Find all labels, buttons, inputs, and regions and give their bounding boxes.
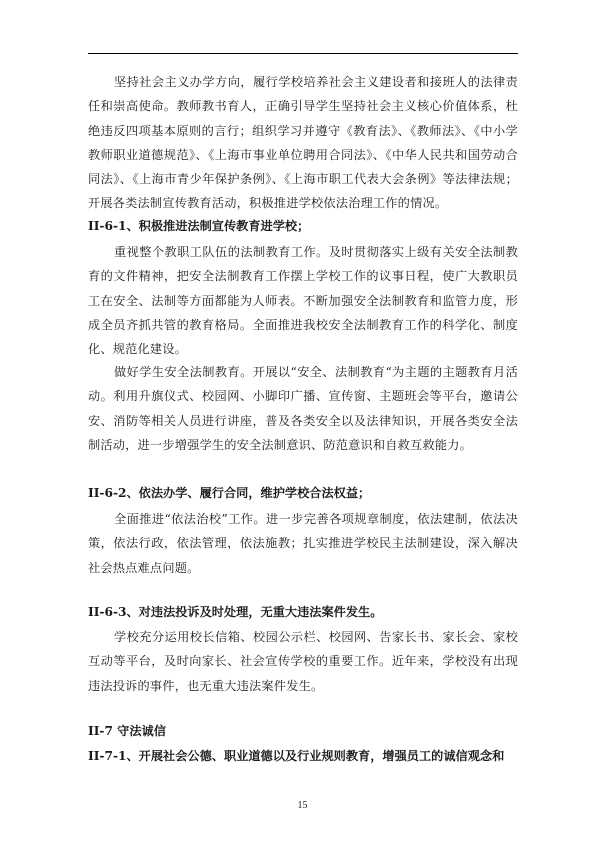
- paragraph-6-1-staff: 重视整个教职工队伍的法制教育工作。及时贯彻落实上级有关安全法制教育的文件精神，把安全法制教育工作摆上学校工作的议事日程，使广大教职员工在安全、法制等方面都能为人师表。不断加强安全法制教育和监管力度，形成全员齐抓共管的教育格局。全面推进我校安全法制教育工作的科学化、制度化、规范化建设。: [88, 245, 518, 357]
- section-heading-6-1: II-6-1、积极推进法制宣传教育进学校；: [88, 219, 310, 233]
- header-rule: [88, 53, 518, 54]
- section-heading-7-1: II-7-1、开展社会公德、职业道德以及行业规则教育，增强员工的诚信观念和: [88, 749, 505, 763]
- paragraph-6-2: 全面推进“依法治校”工作。进一步完善各项规章制度，依法建制，依法决策，依法行政，依法管理，依法施教；扎实推进学校民主法制建设，深入解决社会热点难点问题。: [88, 512, 518, 575]
- section-heading-6-3: II-6-3、对违法投诉及时处理，无重大违法案件发生。: [88, 605, 383, 619]
- section-heading-6-2: II-6-2、依法办学、履行合同，维护学校合法权益；: [88, 486, 371, 500]
- section-heading-7: II-7 守法诚信: [88, 724, 166, 738]
- intro-paragraph: 坚持社会主义办学方向，履行学校培养社会主义建设者和接班人的法律责任和崇高使命。教师教书育人，正确引导学生坚持社会主义核心价值体系，杜绝违反四项基本原则的言行；组织学习并遵守《教育法》、《教师法》、《中小学教师职业道德规范》、《上海市事业单位聘用合同法》、《中华人民共和国劳动合同法》、《上海市青少年保护条例》、《上海市职工代表大会条例》等法律法规；开展各类法制宣传教育活动，积极推进学校依法治理工作的情况。: [88, 75, 518, 211]
- page-number: 15: [297, 800, 308, 811]
- paragraph-6-3: 学校充分运用校长信箱、校园公示栏、校园网、告家长书、家长会、家校互动等平台，及时向家长、社会宣传学校的重要工作。近年来，学校没有出现违法投诉的事件，也无重大违法案件发生。: [88, 630, 518, 693]
- paragraph-6-1-students: 做好学生安全法制教育。开展以“安全、法制教育“为主题的主题教育月活动。利用升旗仪式、校园网、小脚印广播、宣传窗、主题班会等平台，邀请公安、消防等相关人员进行讲座，普及各类安全以及法律知识，开展各类安全法制活动，进一步增强学生的安全法制意识、防范意识和自救互救能力。: [88, 365, 518, 452]
